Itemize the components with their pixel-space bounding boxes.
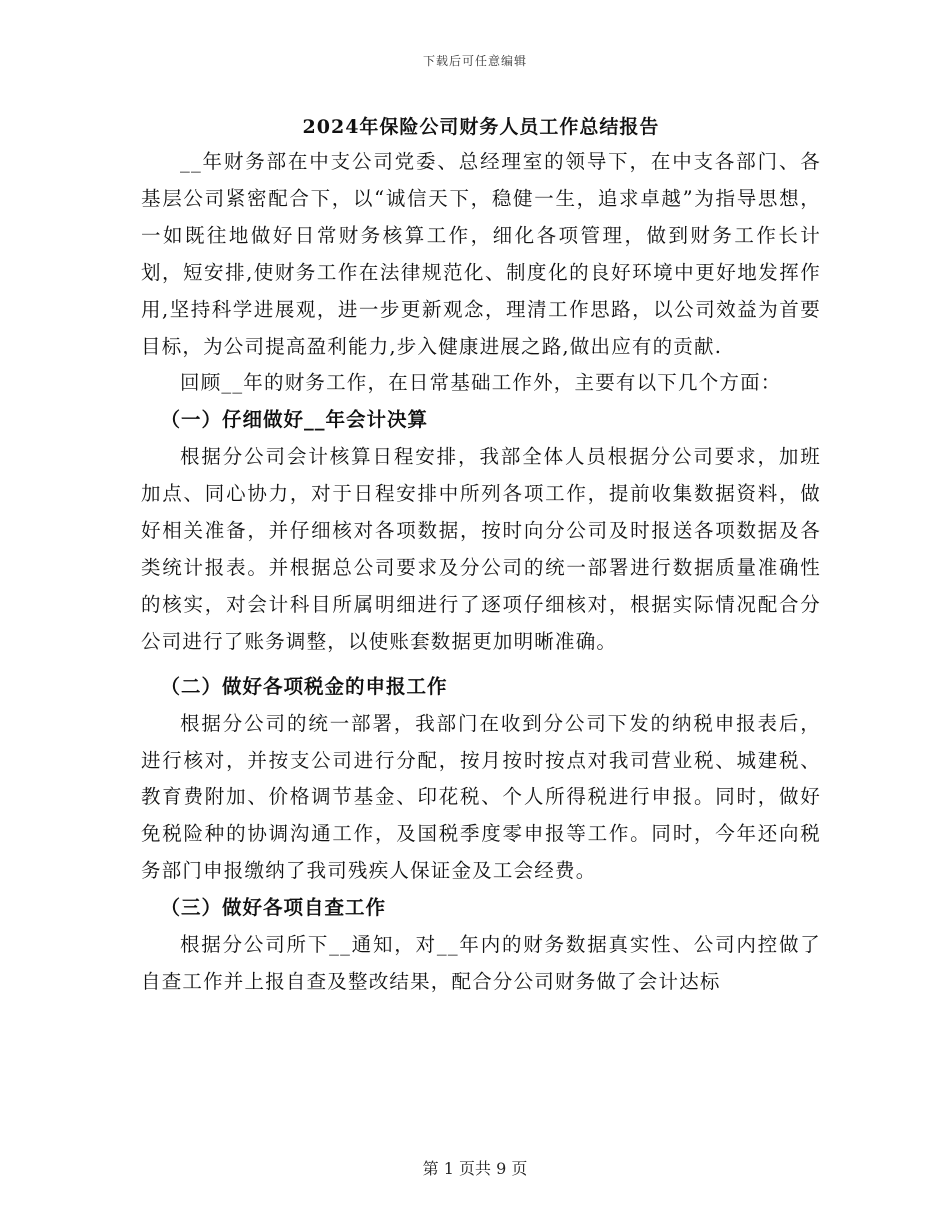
section-body-3: 根据分公司所下__通知，对__年内的财务数据真实性、公司内控做了自查工作并上报自查及整改结果，配合分公司财务做了会计达标 [141,933,821,993]
page-header-note: 下载后可任意编辑 [422,54,527,68]
review-paragraph: 回顾__年的财务工作，在日常基础工作外，主要有以下几个方面： [180,371,782,395]
document-body [141,112,821,1001]
intro-paragraph: __年财务部在中支公司党委、总经理室的领导下，在中支各部门、各基层公司紧密配合下，以“诚信天下，稳健一生，追求卓越”为指导思想，一如既往地做好日常财务核算工作，细化各项管理，做到财务工作长计划，短安排,使财务工作在法律规范化、制度化的良好环境中更好地发挥作用,坚持科学进展观，进一步更新观念，理清工作思路，以公司效益为首要目标，为公司提高盈利能力,步入健康进展之路,做出应有的贡献. [141,150,821,358]
section-heading-3: （三）做好各项自查工作 [160,896,387,920]
section-heading-1: （一）仔细做好__年会计决算 [160,408,429,432]
section-body-1: 根据分公司会计核算日程安排，我部全体人员根据分公司要求，加班加点、同心协力，对于日程安排中所列各项工作，提前收集数据资料，做好相关准备，并仔细核对各项数据，按时向分公司及时报送各项数据及各类统计报表。并根据总公司要求及分公司的统一部署进行数据质量准确性的核实，对会计科目所属明细进行了逐项仔细核对，根据实际情况配合分公司进行了账务调整，以使账套数据更加明晰准确。 [141,445,821,653]
page-number: 第 1 页共 9 页 [422,1159,528,1178]
document-title: 2024年保险公司财务人员工作总结报告 [302,116,660,138]
section-body-2: 根据分公司的统一部署，我部门在收到分公司下发的纳税申报表后，进行核对，并按支公司进行分配，按月按时按点对我司营业税、城建税、教育费附加、价格调节基金、印花税、个人所得税进行申报。同时，做好免税险种的协调沟通工作，及国税季度零申报等工作。同时，今年还向税务部门申报缴纳了我司残疾人保证金及工会经费。 [141,711,821,883]
section-heading-2: （二）做好各项税金的申报工作 [160,674,448,698]
